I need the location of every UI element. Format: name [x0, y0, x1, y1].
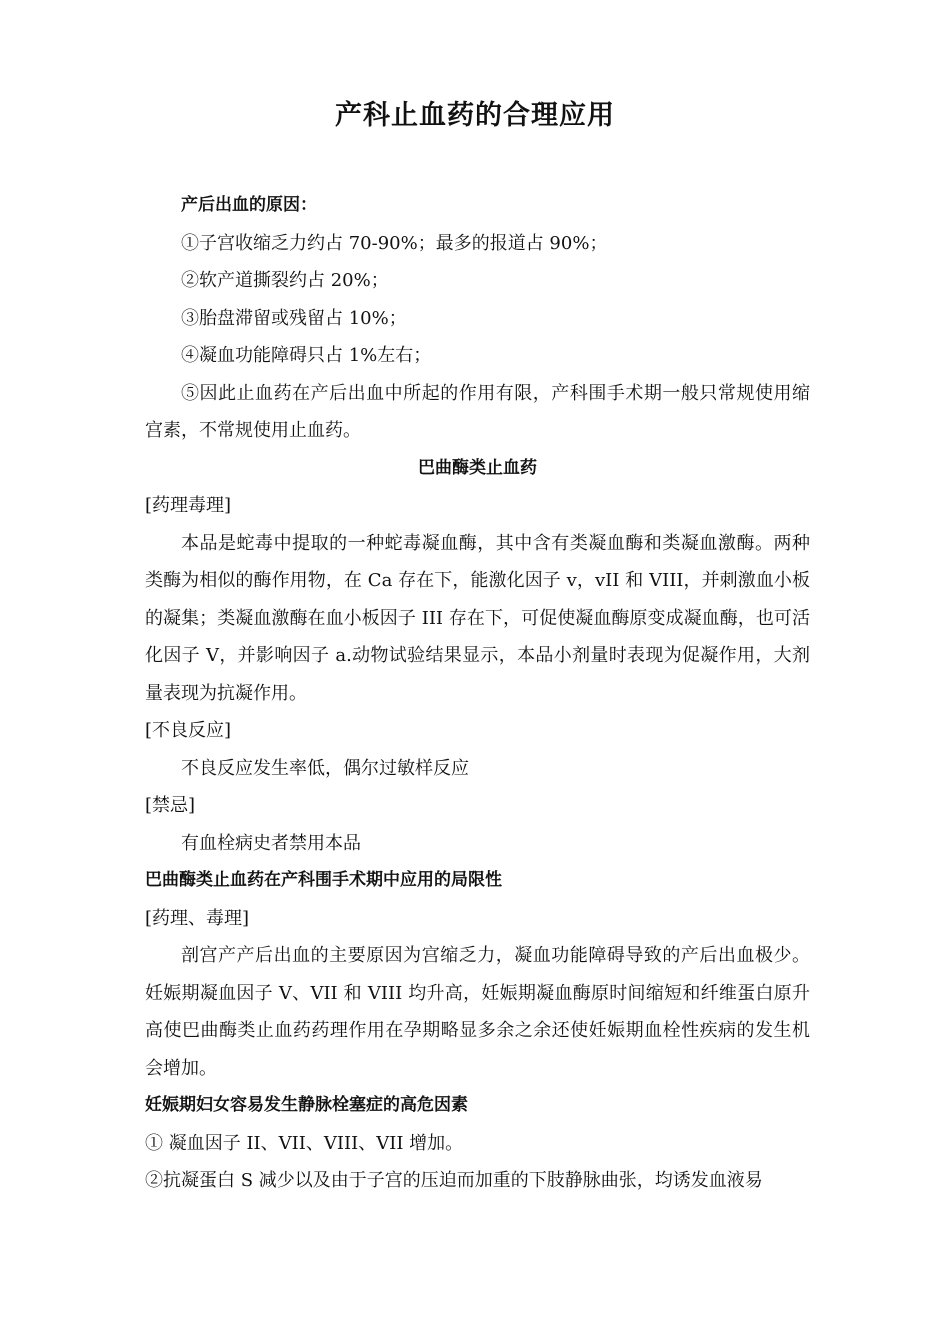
adverse-paragraph: 不良反应发生率低，偶尔过敏样反应	[181, 757, 469, 779]
risk-factor-item: ②抗凝蛋白 S 减少以及由于子宫的压迫而加重的下肢静脉曲张，均诱发血液易	[145, 1170, 763, 1191]
cause-item: ④凝血功能障碍只占 1%左右；	[181, 345, 432, 366]
document-title: 产科止血药的合理应用	[335, 100, 615, 131]
limitations-label: [药理、毒理]	[145, 907, 250, 929]
section-heading-limitations: 巴曲酶类止血药在产科围手术期中应用的局限性	[145, 870, 502, 890]
limitations-paragraph: 剖宫产产后出血的主要原因为宫缩乏力，凝血功能障碍导致的产后出血极少。妊娠期凝血因子 V、VII 和 VIII 均升高，妊娠期凝血酶原时间缩短和纤维蛋白原升高使巴曲酶类止血药药理作用在孕期略显多余之余还使妊娠期血栓性疾病的发生机会增加。	[145, 945, 810, 1079]
risk-factor-item: ① 凝血因子 II、VII、VIII、VII 增加。	[145, 1132, 464, 1154]
document-body	[145, 187, 810, 1200]
cause-item: ①子宫收缩乏力约占 70-90%；最多的报道占 90%；	[181, 232, 608, 254]
section-heading-risk-factors: 妊娠期妇女容易发生静脉栓塞症的高危因素	[145, 1095, 468, 1115]
pharmacology-paragraph: 本品是蛇毒中提取的一种蛇毒凝血酶，其中含有类凝血酶和类凝血激酶。两种类酶为相似的酶作用物，在 Ca 存在下，能激化因子 v，vII 和 VIII，并刺激血小板的凝集；类凝血激酶在血小板因子 III 存在下，可促使凝血酶原变成凝血酶，也可活化因子 V，并影响因子 a.动物试验结果显示，本品小剂量时表现为促凝作用，大剂量表现为抗凝作用。	[145, 532, 810, 704]
adverse-label: [不良反应]	[145, 720, 232, 741]
cause-item: ⑤因此止血药在产后出血中所起的作用有限，产科围手术期一般只常规使用缩宫素，不常规使用止血药。	[145, 382, 810, 441]
section-heading-batroxobin: 巴曲酶类止血药	[418, 457, 537, 478]
cause-item: ③胎盘滞留或残留占 10%；	[181, 307, 407, 329]
contraindication-label: [禁忌]	[145, 795, 196, 816]
cause-item: ②软产道撕裂约占 20%；	[181, 270, 389, 291]
contraindication-paragraph: 有血栓病史者禁用本品	[181, 832, 361, 854]
pharmacology-label: [药理毒理]	[145, 495, 232, 516]
section-heading-causes: 产后出血的原因：	[181, 195, 317, 215]
